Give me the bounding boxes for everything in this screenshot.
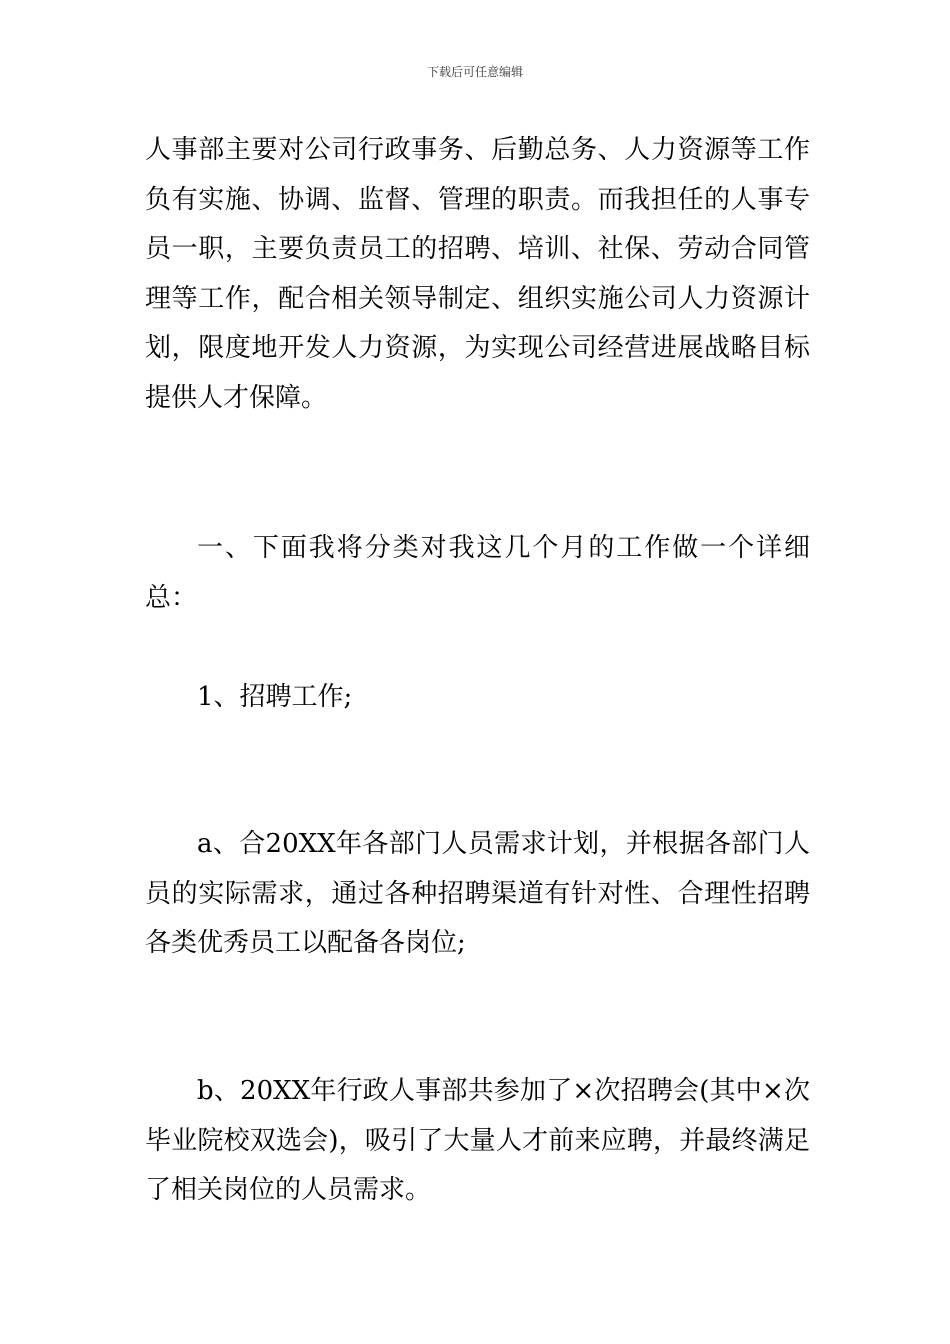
paragraph-section-heading: 一、下面我将分类对我这几个月的工作做一个详细总：: [145, 533, 810, 613]
paragraph-intro: 人事部主要对公司行政事务、后勤总务、人力资源等工作负有实施、协调、监督、管理的职责。而我担任的人事专员一职，主要负责员工的招聘、培训、社保、劳动合同管理等工作，配合相关领导制定、组织实施公司人力资源计划，限度地开发人力资源，为实现公司经营进展战略目标提供人才保障。: [145, 135, 810, 413]
paragraph-item-b: b、20XX年行政人事部共参加了×次招聘会(其中×次毕业院校双选会)，吸引了大量人才前来应聘，并最终满足了相关岗位的人员需求。: [145, 1076, 810, 1205]
paragraph-item-a: a、合20XX年各部门人员需求计划，并根据各部门人员的实际需求，通过各种招聘渠道有针对性、合理性招聘各类优秀员工以配备各岗位;: [145, 829, 810, 958]
page-header: 下载后可任意编辑: [426, 65, 523, 79]
paragraph-recruitment-heading: 1、招聘工作;: [197, 682, 353, 712]
